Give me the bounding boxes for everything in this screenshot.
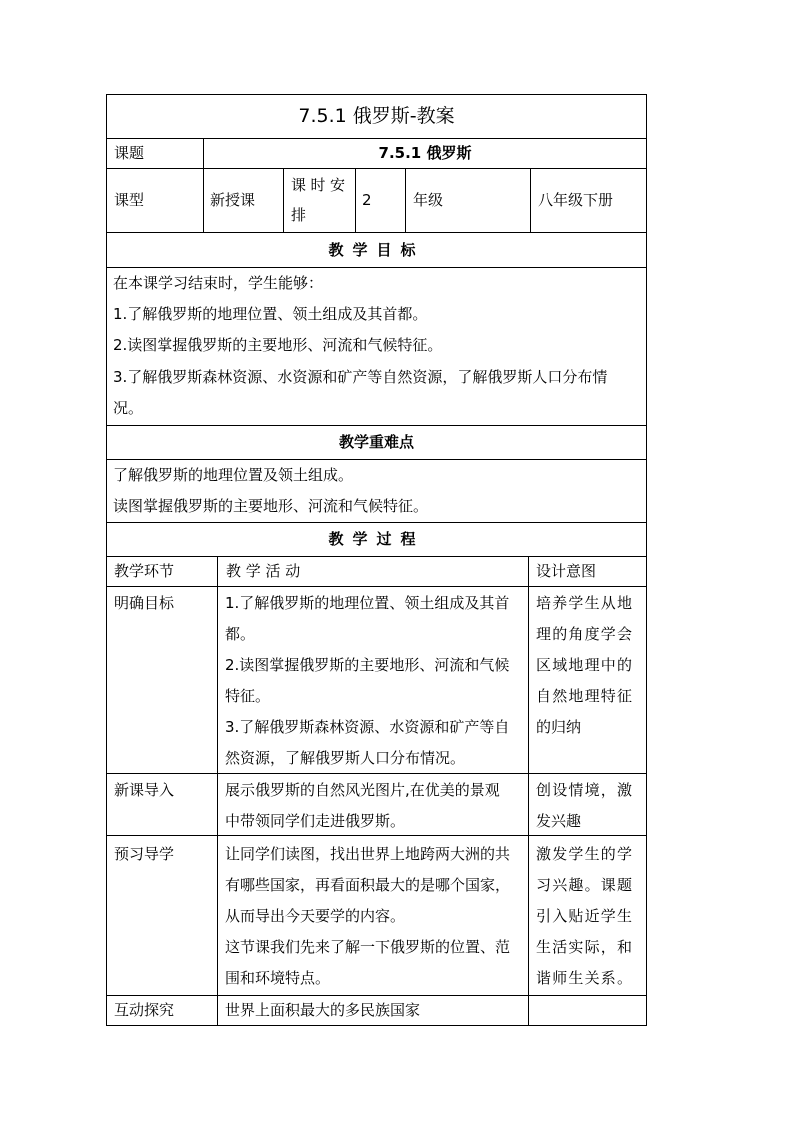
stage-cell: 互动探究 [114, 1001, 175, 1019]
intent-line: 引入贴近学生 [536, 907, 634, 925]
activity-line: 围和环境特点。 [225, 969, 331, 987]
topic-value: 7.5.1 俄罗斯 [378, 144, 472, 162]
activity-line: 特征。 [225, 687, 271, 705]
activity-line: 让同学们读图，找出世界上地跨两大洲的共 [225, 845, 511, 863]
column-header-stage: 教学环节 [114, 562, 175, 580]
rule [355, 168, 356, 233]
intent-line: 培养学生从地 [536, 594, 634, 612]
activity-line: 这节课我们先来了解一下俄罗斯的位置、范 [225, 938, 511, 956]
activity-line: 3.了解俄罗斯森林资源、水资源和矿产等自 [225, 718, 510, 736]
rule [106, 586, 647, 587]
objectives-heading: 教学目标 [328, 241, 425, 259]
intent-line: 发兴趣 [536, 812, 582, 830]
objectives-line: 在本课学习结束时，学生能够： [113, 274, 324, 292]
topic-label: 课题 [114, 144, 145, 162]
hours-label-line-2: 排 [291, 206, 307, 224]
activity-line: 世界上面积最大的多民族国家 [225, 1001, 421, 1019]
rule [217, 556, 218, 1026]
activity-line: 都。 [225, 625, 256, 643]
process-heading: 教学过程 [328, 530, 425, 548]
grade-value: 八年级下册 [538, 191, 614, 209]
lesson-type-label: 课型 [114, 191, 145, 209]
activity-line: 中带领同学们走进俄罗斯。 [225, 812, 406, 830]
stage-cell: 新课导入 [114, 781, 175, 799]
rule [106, 1025, 647, 1026]
intent-line: 区域地理中的 [536, 656, 634, 674]
activity-line: 然资源，了解俄罗斯人口分布情况。 [225, 749, 466, 767]
objectives-line: 2.读图掌握俄罗斯的主要地形、河流和气候特征。 [113, 336, 443, 354]
column-header-activity: 教 学 活 动 [226, 562, 301, 580]
key-points-heading: 教学重难点 [338, 433, 414, 451]
intent-line: 创设情境，激 [536, 781, 634, 799]
rule [283, 168, 284, 233]
intent-line: 的归纳 [536, 718, 582, 736]
grade-label: 年级 [413, 191, 444, 209]
intent-line: 谐师生关系。 [536, 969, 634, 987]
column-header-intent: 设计意图 [536, 562, 597, 580]
intent-line: 习兴趣。课题 [536, 876, 634, 894]
intent-line: 自然地理特征 [536, 687, 634, 705]
stage-cell: 明确目标 [114, 594, 175, 612]
stage-cell: 预习导学 [114, 845, 175, 863]
rule [106, 94, 647, 95]
objectives-line: 3.了解俄罗斯森林资源、水资源和矿产等自然资源，了解俄罗斯人口分布情 [113, 368, 608, 386]
key-points-line: 读图掌握俄罗斯的主要地形、河流和气候特征。 [113, 497, 429, 515]
objectives-line: 况。 [113, 399, 144, 417]
rule [528, 556, 529, 1026]
key-points-line: 了解俄罗斯的地理位置及领土组成。 [113, 466, 354, 484]
document-title: 7.5.1 俄罗斯-教案 [298, 105, 455, 127]
intent-line: 生活实际，和 [536, 938, 634, 956]
objectives-line: 1.了解俄罗斯的地理位置、领土组成及其首都。 [113, 305, 428, 323]
lesson-type-value: 新授课 [210, 191, 256, 209]
activity-line: 有哪些国家，再看面积最大的是哪个国家， [225, 876, 511, 894]
hours-label-line-1: 课时安 [291, 176, 350, 194]
intent-line: 理的角度学会 [536, 625, 634, 643]
rule [405, 168, 406, 233]
activity-line: 从而导出今天要学的内容。 [225, 907, 406, 925]
intent-line: 激发学生的学 [536, 845, 634, 863]
hours-value: 2 [362, 191, 372, 209]
rule [530, 168, 531, 233]
activity-line: 1.了解俄罗斯的地理位置、领土组成及其首 [225, 594, 510, 612]
activity-line: 展示俄罗斯的自然风光图片,在优美的景观 [225, 781, 500, 799]
activity-line: 2.读图掌握俄罗斯的主要地形、河流和气候 [225, 656, 510, 674]
